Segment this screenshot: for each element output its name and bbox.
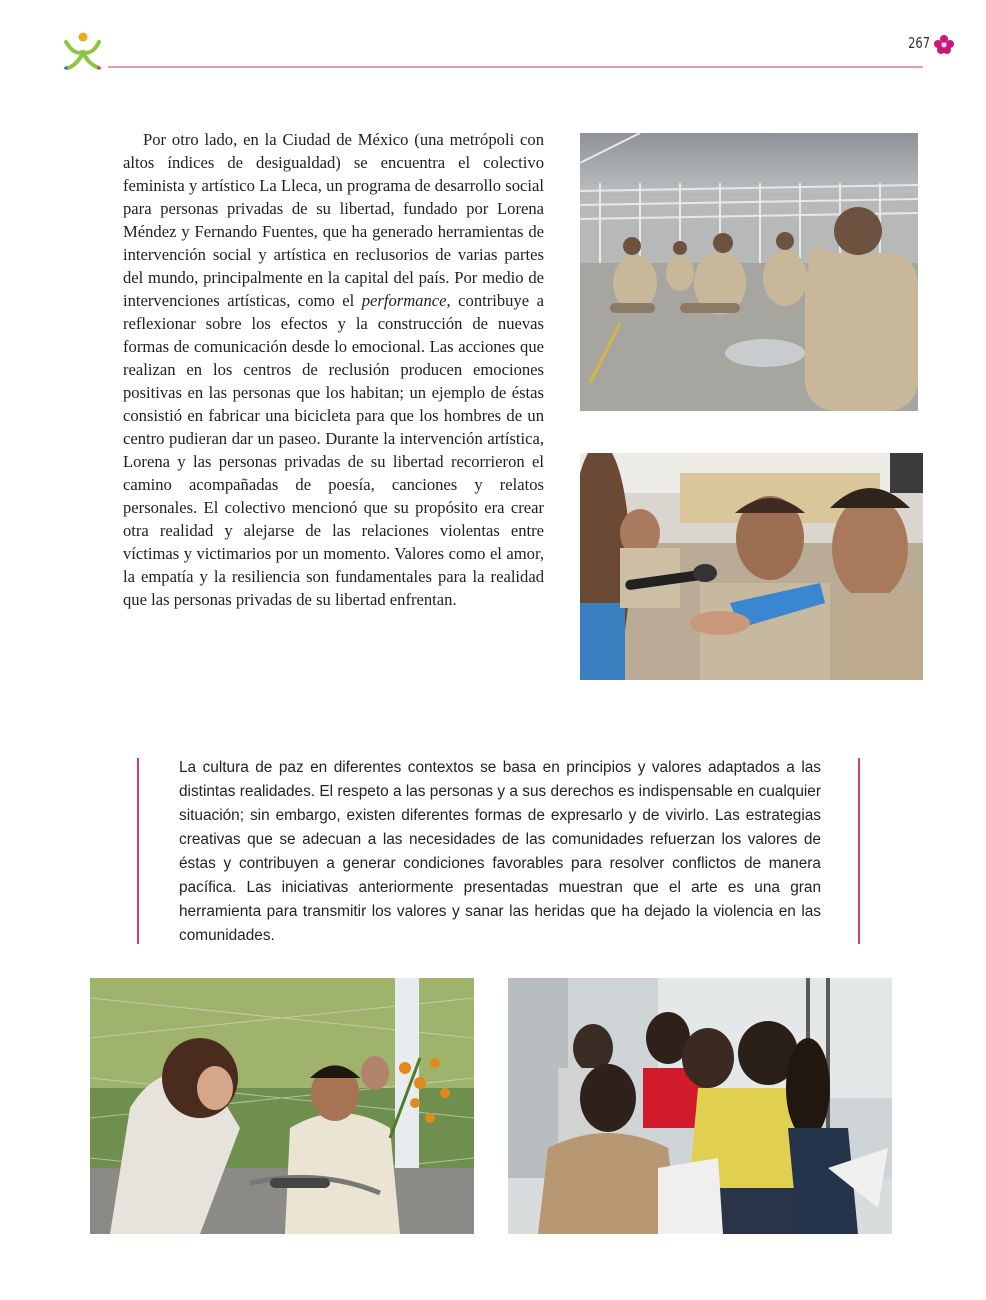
photo-prison-yard: [580, 133, 918, 411]
page-number: 267: [908, 34, 930, 52]
callout-text: La cultura de paz en diferentes contextos se basa en principios y valores adaptados a las distintas realidades. El respeto a las personas y a sus derechos es indispensable en cualquier situación; sin embargo, existen diferentes formas de expresarlo y de vivirlo. Las estrategias creativas que se adecuan a las necesidades de las comunidades refuerzan los valores de éstas y contribuyen a generar condiciones favorables para resolver conflictos de manera pacífica. Las iniciativas anteriormente presentadas muestran que el arte es una gran herramienta para transmitir los valores y sanar las heridas que ha dejado la violencia en las comunidades.: [179, 759, 821, 944]
article-paragraph: Por otro lado, en la Ciudad de México (una metrópoli con altos índices de desigualdad) se encuentra el colectivo feminista y artístico La Lleca, un programa de desarrollo social para personas privadas de su libertad, fundado por Lorena Méndez y Fernando Fuentes, que ha generado herramientas de intervención social y artística en reclusorios de varias partes del mundo, principalmente en la capital del país. Por medio de intervenciones artísticas, como el performance, contribuye a reflexionar sobre los efectos y la construcción de nuevas formas de comunicación desde lo emocional. Las acciones que realizan en los centros de reclusión producen emociones positivas en las personas que los habitan; un ejemplo de éstas consistió en fabricar una bicicleta para que los hombres de un centro pudieran dar un paseo. Durante la intervención artística, Lorena y las personas privadas de su libertad recorrieron el camino acompañadas de poesía, canciones y relatos personales. El colectivo mencionó que su propósito era crear otra realidad y alejarse de las relaciones violentas entre víctimas y victimarios por un momento. Valores como el amor, la empatía y la resiliencia son fundamentales para la realidad que las personas privadas de su libertad enfrentan.: [123, 130, 544, 609]
photo-group-embrace: [508, 978, 892, 1234]
callout-left-bar: [137, 758, 139, 944]
callout-right-bar: [858, 758, 860, 944]
photo-bicycle-flowers: [90, 978, 474, 1234]
photo-interview-microphone: [580, 453, 923, 680]
italic-term: performance: [361, 291, 447, 310]
header-rule: [108, 66, 923, 68]
pink-flower-icon: [932, 34, 956, 56]
stick-figure-logo-icon: [62, 30, 102, 72]
